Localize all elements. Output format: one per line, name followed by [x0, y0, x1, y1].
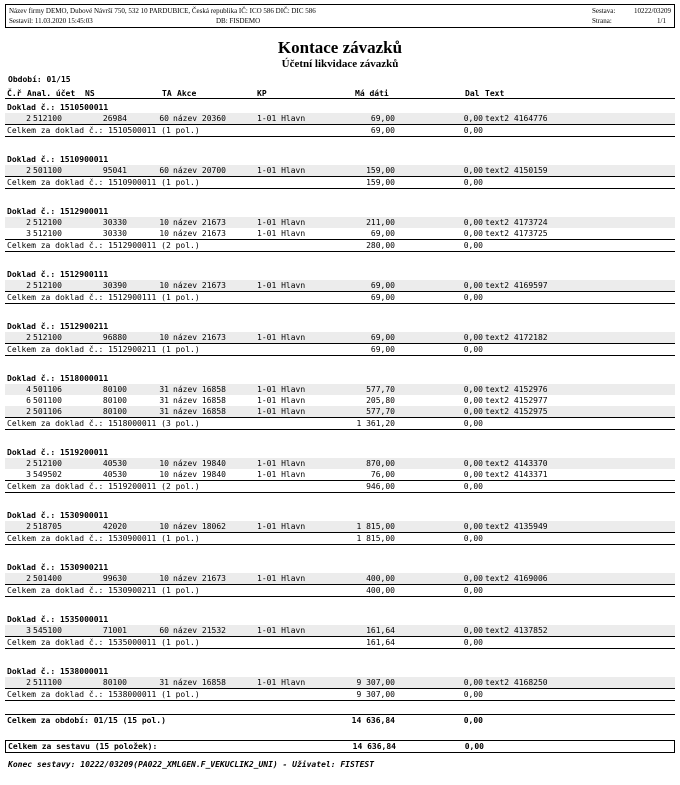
cell-ns: 26984 — [102, 114, 127, 123]
cell-text: text2 4172182 — [485, 333, 548, 342]
document-total-row — [5, 343, 675, 356]
cell-kp: 1-01 Hlavn — [257, 626, 306, 635]
cell-ta: 31 — [159, 407, 169, 416]
document-heading — [5, 614, 675, 625]
document-total-row — [5, 480, 675, 493]
cell-stc: 2 — [26, 407, 31, 416]
cell-akce: název 21673 — [173, 229, 226, 238]
cell-ta: 10 — [159, 470, 169, 479]
cell-ns: 80100 — [102, 396, 127, 405]
cell-stc: 2 — [26, 459, 31, 468]
cell-ns: 30390 — [102, 281, 127, 290]
cell-dal: 0,00 — [463, 407, 483, 416]
cell-stc: 3 — [26, 626, 31, 635]
cell-md: 159,00 — [366, 166, 395, 175]
document-total-row — [5, 291, 675, 304]
cell-ta: 10 — [159, 218, 169, 227]
cell-md: 211,00 — [366, 218, 395, 227]
cell-anal: 501400 — [33, 574, 62, 583]
cell-kp: 1-01 Hlavn — [257, 396, 306, 405]
cell-stc: 2 — [26, 218, 31, 227]
document-total-label: Celkem za doklad č.: 1512900211 (1 pol.) — [7, 345, 200, 354]
document-heading-label: Doklad č.: 1518000011 — [7, 374, 109, 383]
document-total-dal: 0,00 — [463, 482, 483, 491]
table-row — [5, 217, 675, 228]
document-total-md: 1 815,00 — [356, 534, 395, 543]
table-row — [5, 280, 675, 291]
table-row — [5, 406, 675, 417]
cell-stc: 6 — [26, 396, 31, 405]
cell-kp: 1-01 Hlavn — [257, 333, 306, 342]
document-heading — [5, 102, 675, 113]
document-total-dal: 0,00 — [463, 586, 483, 595]
cell-stc: 2 — [26, 522, 31, 531]
cell-ta: 60 — [159, 626, 169, 635]
cell-ns: 80100 — [102, 385, 127, 394]
cell-kp: 1-01 Hlavn — [257, 281, 306, 290]
report-header-box — [5, 4, 675, 28]
cell-text: text2 4137852 — [485, 626, 548, 635]
cell-ns: 99630 — [102, 574, 127, 583]
document-total-dal: 0,00 — [463, 534, 483, 543]
cell-md: 161,64 — [366, 626, 395, 635]
report-title: Kontace závazků — [277, 38, 403, 57]
report-footer: Konec sestavy: 10222/03209(PA022_XMLGEN.F_VEKUCLIK2_UNI) - Uživatel: FISTEST — [8, 760, 375, 769]
document-total-md: 9 307,00 — [356, 690, 395, 699]
cell-dal: 0,00 — [463, 281, 483, 290]
cell-anal: 501106 — [33, 385, 62, 394]
document-heading-label: Doklad č.: 1512900111 — [7, 270, 109, 279]
document-total-label: Celkem za doklad č.: 1512900011 (2 pol.) — [7, 241, 200, 250]
col-ta: TA — [162, 89, 172, 98]
cell-stc: 2 — [26, 166, 31, 175]
document-heading-label: Doklad č.: 1530900211 — [7, 563, 109, 572]
cell-ns: 30330 — [102, 229, 127, 238]
document-total-row — [5, 584, 675, 597]
col-anal: Anal. účet — [27, 89, 76, 98]
document-heading-label: Doklad č.: 1530900011 — [7, 511, 109, 520]
cell-anal: 501106 — [33, 407, 62, 416]
cell-kp: 1-01 Hlavn — [257, 470, 306, 479]
document-heading-label: Doklad č.: 1512900011 — [7, 207, 109, 216]
col-stc: Č.ř — [7, 89, 22, 98]
cell-ns: 40530 — [102, 470, 127, 479]
document-total-row — [5, 124, 675, 137]
cell-dal: 0,00 — [463, 166, 483, 175]
document-heading — [5, 562, 675, 573]
document-total-md: 280,00 — [366, 241, 395, 250]
cell-dal: 0,00 — [463, 229, 483, 238]
document-total-label: Celkem za doklad č.: 1518000011 (3 pol.) — [7, 419, 200, 428]
period-label: Období: 01/15 — [8, 75, 71, 84]
document-heading — [5, 666, 675, 677]
document-total-md: 946,00 — [366, 482, 395, 491]
document-total-md: 69,00 — [370, 345, 395, 354]
cell-text: text2 4173724 — [485, 218, 548, 227]
cell-md: 870,00 — [366, 459, 395, 468]
document-total-row — [5, 688, 675, 701]
col-md: Má dáti — [355, 89, 389, 98]
cell-stc: 2 — [26, 114, 31, 123]
document-total-dal: 0,00 — [463, 126, 483, 135]
cell-ns: 95041 — [102, 166, 127, 175]
cell-md: 577,70 — [366, 385, 395, 394]
cell-kp: 1-01 Hlavn — [257, 218, 306, 227]
cell-ta: 60 — [159, 166, 169, 175]
cell-stc: 2 — [26, 678, 31, 687]
cell-dal: 0,00 — [463, 574, 483, 583]
table-row — [5, 395, 675, 406]
cell-dal: 0,00 — [463, 218, 483, 227]
document-total-label: Celkem za doklad č.: 1535000011 (1 pol.) — [7, 638, 200, 647]
report-subtitle: Účetní likvidace závazků — [281, 58, 399, 70]
cell-ta: 31 — [159, 678, 169, 687]
cell-md: 577,70 — [366, 407, 395, 416]
document-total-dal: 0,00 — [463, 178, 483, 187]
cell-akce: název 21673 — [173, 218, 226, 227]
cell-dal: 0,00 — [463, 522, 483, 531]
cell-anal: 501100 — [33, 396, 62, 405]
cell-ns: 40530 — [102, 459, 127, 468]
cell-anal: 501100 — [33, 166, 62, 175]
cell-akce: název 16858 — [173, 385, 226, 394]
cell-ta: 31 — [159, 385, 169, 394]
cell-kp: 1-01 Hlavn — [257, 229, 306, 238]
document-total-dal: 0,00 — [463, 419, 483, 428]
table-row — [5, 625, 675, 636]
table-row — [5, 332, 675, 343]
company-info: Název firmy DEMO, Dubové Návrší 750, 532 10 PARDUBICE, Česká republika IČ: ICO 586 DIČ: DIC 586 — [9, 7, 316, 15]
cell-kp: 1-01 Hlavn — [257, 574, 306, 583]
cell-akce: název 21532 — [173, 626, 226, 635]
cell-akce: název 18062 — [173, 522, 226, 531]
cell-akce: název 20360 — [173, 114, 226, 123]
document-total-label: Celkem za doklad č.: 1510500011 (1 pol.) — [7, 126, 200, 135]
table-row — [5, 458, 675, 469]
cell-anal: 512100 — [33, 459, 62, 468]
document-heading — [5, 510, 675, 521]
cell-stc: 3 — [26, 470, 31, 479]
cell-md: 69,00 — [370, 229, 395, 238]
cell-ta: 10 — [159, 333, 169, 342]
cell-stc: 2 — [26, 333, 31, 342]
document-total-label: Celkem za doklad č.: 1530900211 (1 pol.) — [7, 586, 200, 595]
cell-dal: 0,00 — [463, 385, 483, 394]
document-heading — [5, 373, 675, 384]
cell-text: text2 4168250 — [485, 678, 548, 687]
cell-akce: název 16858 — [173, 407, 226, 416]
cell-akce: název 19840 — [173, 459, 226, 468]
table-row — [5, 573, 675, 584]
document-total-dal: 0,00 — [463, 638, 483, 647]
cell-ta: 10 — [159, 522, 169, 531]
created-info: Sestavil: 11.03.2020 15:45:03 — [9, 17, 93, 25]
document-total-md: 1 361,20 — [356, 419, 395, 428]
cell-dal: 0,00 — [463, 333, 483, 342]
table-row — [5, 469, 675, 480]
cell-text: text2 4173725 — [485, 229, 548, 238]
cell-text: text2 4135949 — [485, 522, 548, 531]
db-info: DB: FISDEMO — [216, 17, 261, 25]
document-heading-label: Doklad č.: 1512900211 — [7, 322, 109, 331]
col-ns: NS — [85, 89, 95, 98]
document-total-dal: 0,00 — [463, 241, 483, 250]
cell-ns: 42020 — [102, 522, 127, 531]
table-row — [5, 113, 675, 124]
set-value: 10222/03209 — [634, 7, 671, 15]
col-akce: Akce — [177, 89, 197, 98]
cell-ta: 10 — [159, 574, 169, 583]
cell-anal: 549502 — [33, 470, 62, 479]
document-total-md: 159,00 — [366, 178, 395, 187]
document-total-row — [5, 176, 675, 189]
cell-kp: 1-01 Hlavn — [257, 166, 306, 175]
document-heading-label: Doklad č.: 1535000011 — [7, 615, 109, 624]
cell-text: text2 4143370 — [485, 459, 548, 468]
document-total-dal: 0,00 — [463, 690, 483, 699]
cell-text: text2 4169597 — [485, 281, 548, 290]
set-total-md: 14 636,84 — [352, 742, 396, 751]
document-heading-label: Doklad č.: 1510900011 — [7, 155, 109, 164]
cell-ta: 10 — [159, 281, 169, 290]
table-row — [5, 677, 675, 688]
document-total-label: Celkem za doklad č.: 1519200011 (2 pol.) — [7, 482, 200, 491]
cell-text: text2 4150159 — [485, 166, 548, 175]
period-total-row — [5, 714, 675, 726]
cell-stc: 3 — [26, 229, 31, 238]
cell-ns: 71001 — [102, 626, 127, 635]
cell-stc: 2 — [26, 574, 31, 583]
document-total-dal: 0,00 — [463, 293, 483, 302]
period-total-dal: 0,00 — [463, 716, 483, 725]
cell-ta: 60 — [159, 114, 169, 123]
document-heading-label: Doklad č.: 1510500011 — [7, 103, 109, 112]
cell-dal: 0,00 — [463, 459, 483, 468]
cell-ta: 10 — [159, 459, 169, 468]
cell-anal: 512100 — [33, 229, 62, 238]
cell-md: 69,00 — [370, 333, 395, 342]
document-heading — [5, 321, 675, 332]
col-dal: Dal — [465, 89, 480, 98]
cell-md: 400,00 — [366, 574, 395, 583]
document-total-row — [5, 532, 675, 545]
cell-stc: 2 — [26, 281, 31, 290]
cell-text: text2 4143371 — [485, 470, 548, 479]
cell-dal: 0,00 — [463, 470, 483, 479]
cell-md: 76,00 — [370, 470, 395, 479]
cell-md: 69,00 — [370, 281, 395, 290]
cell-anal: 511100 — [33, 678, 62, 687]
cell-dal: 0,00 — [463, 678, 483, 687]
cell-anal: 512100 — [33, 114, 62, 123]
cell-md: 9 307,00 — [356, 678, 395, 687]
cell-akce: název 21673 — [173, 574, 226, 583]
set-total-row — [5, 740, 675, 753]
cell-stc: 4 — [26, 385, 31, 394]
document-total-label: Celkem za doklad č.: 1512900111 (1 pol.) — [7, 293, 200, 302]
cell-kp: 1-01 Hlavn — [257, 114, 306, 123]
document-total-row — [5, 239, 675, 252]
document-total-md: 161,64 — [366, 638, 395, 647]
document-heading-label: Doklad č.: 1519200011 — [7, 448, 109, 457]
cell-ns: 80100 — [102, 407, 127, 416]
cell-kp: 1-01 Hlavn — [257, 522, 306, 531]
period-total-md: 14 636,84 — [351, 716, 395, 725]
document-total-md: 400,00 — [366, 586, 395, 595]
document-total-md: 69,00 — [370, 293, 395, 302]
cell-akce: název 21673 — [173, 333, 226, 342]
cell-text: text2 4164776 — [485, 114, 548, 123]
set-total-dal: 0,00 — [464, 742, 484, 751]
cell-dal: 0,00 — [463, 114, 483, 123]
document-heading — [5, 269, 675, 280]
cell-kp: 1-01 Hlavn — [257, 459, 306, 468]
document-total-row — [5, 636, 675, 649]
cell-ta: 31 — [159, 396, 169, 405]
document-heading — [5, 154, 675, 165]
cell-ta: 10 — [159, 229, 169, 238]
cell-anal: 512100 — [33, 333, 62, 342]
table-row — [5, 384, 675, 395]
cell-text: text2 4152977 — [485, 396, 548, 405]
cell-kp: 1-01 Hlavn — [257, 385, 306, 394]
period-total-label: Celkem za období: 01/15 (15 pol.) — [7, 716, 166, 725]
cell-akce: název 16858 — [173, 678, 226, 687]
cell-ns: 30330 — [102, 218, 127, 227]
cell-kp: 1-01 Hlavn — [257, 678, 306, 687]
document-total-dal: 0,00 — [463, 345, 483, 354]
document-total-md: 69,00 — [370, 126, 395, 135]
cell-anal: 512100 — [33, 218, 62, 227]
cell-akce: název 16858 — [173, 396, 226, 405]
cell-ns: 80100 — [102, 678, 127, 687]
document-heading — [5, 447, 675, 458]
set-label: Sestava: — [592, 7, 616, 15]
document-total-label: Celkem za doklad č.: 1538000011 (1 pol.) — [7, 690, 200, 699]
document-total-row — [5, 417, 675, 430]
document-heading — [5, 206, 675, 217]
cell-dal: 0,00 — [463, 626, 483, 635]
col-kp: KP — [257, 89, 267, 98]
page-label: Strana: — [592, 17, 612, 25]
column-header-row — [5, 88, 675, 99]
cell-text: text2 4169006 — [485, 574, 548, 583]
cell-md: 205,80 — [366, 396, 395, 405]
cell-anal: 545100 — [33, 626, 62, 635]
table-row — [5, 165, 675, 176]
cell-akce: název 20700 — [173, 166, 226, 175]
table-row — [5, 521, 675, 532]
cell-md: 1 815,00 — [356, 522, 395, 531]
cell-text: text2 4152976 — [485, 385, 548, 394]
col-text: Text — [485, 89, 505, 98]
table-row — [5, 228, 675, 239]
cell-akce: název 19840 — [173, 470, 226, 479]
cell-dal: 0,00 — [463, 396, 483, 405]
document-total-label: Celkem za doklad č.: 1510900011 (1 pol.) — [7, 178, 200, 187]
cell-anal: 518705 — [33, 522, 62, 531]
cell-kp: 1-01 Hlavn — [257, 407, 306, 416]
cell-akce: název 21673 — [173, 281, 226, 290]
set-total-label: Celkem za sestavu (15 položek): — [8, 742, 158, 751]
document-heading-label: Doklad č.: 1538000011 — [7, 667, 109, 676]
cell-text: text2 4152975 — [485, 407, 548, 416]
document-total-label: Celkem za doklad č.: 1530900011 (1 pol.) — [7, 534, 200, 543]
cell-anal: 512100 — [33, 281, 62, 290]
cell-ns: 96880 — [102, 333, 127, 342]
page-value: 1/1 — [657, 17, 666, 25]
cell-md: 69,00 — [370, 114, 395, 123]
